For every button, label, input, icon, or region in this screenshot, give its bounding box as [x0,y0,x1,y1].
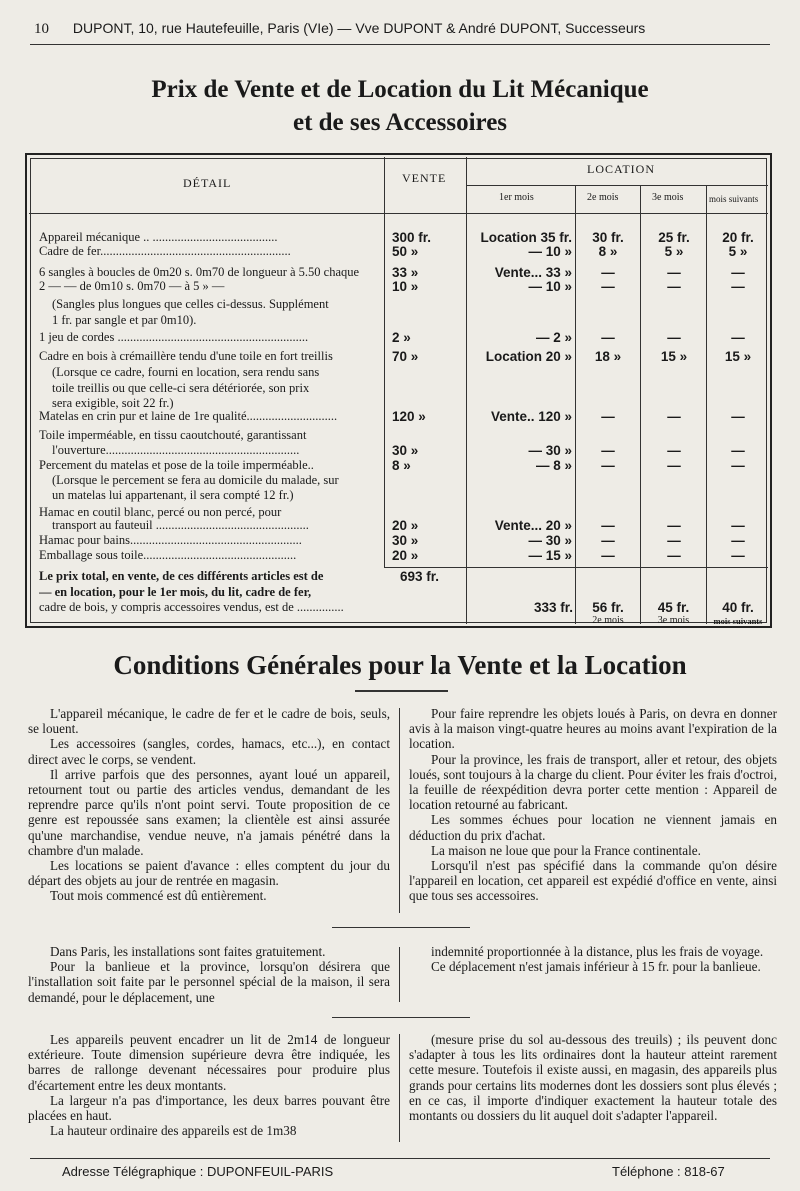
paragraph: Tout mois commencé est dû entièrement. [50,888,267,904]
table-row-label: Cadre en bois à crémaillère tendu d'une toile en fort treillis [39,349,333,363]
table-row-loc1: Vente.. 120 » [490,409,572,424]
paragraph: Dans Paris, les installations sont faites gratuitement. [50,944,326,959]
table-row-vente: 30 » [392,533,419,548]
table-row-label: 1 fr. par sangle et par 0m10). [52,313,197,327]
table-vline-vente [384,157,385,567]
col-vente-header: VENTE [402,171,447,185]
table-row-label: Hamac en coutil blanc, percé ou non percé, pour [39,505,282,519]
section3-right-column [409,1032,777,1123]
table-row-loc2: 8 » [598,244,618,259]
col-location-header: LOCATION [587,162,655,176]
header-text: DUPONT, 10, rue Hautefeuille, Paris (VIe) — Vve DUPONT & André DUPONT, Successeurs [72,20,646,36]
table-vline-loc4 [706,185,707,624]
table-row-loc2: — [601,458,615,473]
paragraph: Il arrive parfois que des personnes, ayant loué un appareil, retournent tout ou partie des articles vendus, demandant de les reprendre parce qu'ils n'ont point servi. Toute proposition de ce genre est repoussée sans examen; la clientèle est ainsi assurée qu'une marchandise, vendue neuve, n'a jamais pénétré dans la chambre d'un malade. [28,766,390,858]
section2-right-column [409,944,777,974]
table-row-loc4: — [731,518,745,533]
paragraph: Pour la banlieue et la province, lorsqu'on désirera que l'installation soit faite par le personnel spécial de la maison, il sera demandé, pour le déplacement, une [28,959,390,1005]
total-sub-3: 3e mois [657,615,690,626]
table-vline-loc3 [640,185,641,624]
paragraph: Les accessoires (sangles, cordes, hamacs, etc...), en contact direct avec le corps, se vendent. [28,736,390,767]
table-row-loc3: — [667,548,681,563]
table-row-label: (Lorsque ce cadre, fourni en location, sera rendu sans [52,365,320,379]
table-row-loc2: — [601,533,615,548]
table-row-vente: 10 » [392,279,419,294]
table-row-loc4: 15 » [724,349,752,364]
table-row-label: Toile imperméable, en tissu caoutchouté, garantissant [39,428,307,442]
table-row-loc3: 25 fr. [658,230,690,245]
table-row-vente: 8 » [392,458,411,473]
header-rule [30,44,770,45]
table-hline-location [466,185,768,186]
page-header [34,20,774,38]
paragraph: La largeur n'a pas d'importance, les deux barres pouvant être placées en haut. [28,1092,390,1124]
table-row-loc4: — [731,279,745,294]
table-row-loc3: — [667,330,681,345]
table-row-loc4: — [731,443,745,458]
table-row-loc2: — [601,279,615,294]
col-loc4-header: mois suivants [709,194,759,204]
col-loc1-header: 1er mois [499,192,534,203]
table-row-loc2: 18 » [594,349,622,364]
table-row-label: Hamac pour bains....................................................... [39,533,302,547]
table-row-loc2: — [601,443,615,458]
table-row-label: Matelas en crin pur et laine de 1re qualité............................. [39,409,338,423]
total-loc-3: 45 fr. [657,600,690,615]
section2-column-separator [399,947,400,1002]
conditions-underline [355,690,448,692]
table-row-vente: 33 » [392,265,419,280]
table-row-vente: 20 » [392,548,419,563]
table-row-loc2: — [601,409,615,424]
footer-rule [30,1158,770,1159]
table-row-loc1: — 10 » [528,279,572,294]
table-row-label: 2 — — de 0m10 s. 0m70 — à 5 » — [39,279,225,293]
table-row-loc2: 30 fr. [592,230,624,245]
paragraph: (mesure prise du sol au-dessous des treuils) ; ils peuvent donc s'adapter à tous les lits ordinaires dont la hauteur atteint rarement cette mesure. Toutefois il existe aussi, en magasin, des appareils plus grands pour certains lits modernes dont les dossiers sont plus élevés ; en ce cas, il importe d'indiquer exactement la hauteur totale des montants ou dossiers du lit auquel doit s'adapter l'appareil. [409,1032,777,1124]
paragraph: Les sommes échues pour location ne viennent jamais en déduction du prix d'achat. [409,812,777,843]
table-row-loc4: — [731,533,745,548]
table-row-label: un matelas lui appartenant, il sera compté 12 fr.) [52,488,294,502]
table-row-label: 6 sangles à boucles de 0m20 s. 0m70 de longueur à 5.50 chaque [39,265,360,279]
table-row-loc1: Vente... 33 » [494,265,572,280]
total-loc-line1: — en location, pour le 1er mois, du lit, cadre de fer, [39,585,312,599]
table-hline-header [29,213,768,214]
table-row-loc4: 20 fr. [722,230,754,245]
table-row-vente: 30 » [392,443,419,458]
table-row-loc2: — [601,265,615,280]
conditions-title: Conditions Générales pour la Vente et la Location [113,650,687,680]
table-row-loc1: — 15 » [528,548,572,563]
section2-divider [332,1017,470,1018]
table-row-loc4: — [731,330,745,345]
paragraph: indemnité proportionnée à la distance, plus les frais de voyage. [431,944,764,959]
paragraph: L'appareil mécanique, le cadre de fer et le cadre de bois, seuls, se louent. [28,706,390,737]
table-row-loc3: 15 » [660,349,688,364]
table-row-label: toile treillis ou que celle-ci sera détériorée, son prix [52,381,310,395]
table-row-label: Cadre de fer............................................................. [39,244,291,258]
table-row-loc4: — [731,409,745,424]
section3-left-column [28,1032,390,1138]
table-row-loc1: — 10 » [528,244,572,259]
table-row-loc4: — [731,458,745,473]
table-row-loc3: — [667,518,681,533]
table-hline-total [384,567,768,568]
total-vente-label: Le prix total, en vente, de ces différents articles est de [39,569,324,583]
total-sub-4: mois suivants [713,616,763,626]
table-row-loc3: — [667,409,681,424]
table-row-loc1: — 30 » [528,443,572,458]
table-row-loc1: — 2 » [535,330,572,345]
table-row-vente: 2 » [392,330,411,345]
table-row-label: (Lorsque le percement se fera au domicile du malade, sur [52,473,339,487]
page-number: 10 [34,21,49,37]
paragraph: La maison ne loue que pour la France continentale. [431,842,701,858]
table-row-label: 1 jeu de cordes ............................................................. [39,330,309,344]
total-loc-line2: cadre de bois, y compris accessoires vendus, est de ............... [39,600,344,614]
table-row-vente: 120 » [392,409,426,424]
table-row-label: Emballage sous toile................................................. [39,548,297,562]
table-row-loc3: — [667,279,681,294]
col-loc3-header: 3e mois [652,192,684,203]
page-title-line2: et de ses Accessoires [292,109,508,136]
table-row-loc3: 5 » [664,244,684,259]
paragraph: Ce déplacement n'est jamais inférieur à 15 fr. pour la banlieue. [431,959,761,975]
table-row-vente: 50 » [392,244,419,259]
table-row-loc3: — [667,443,681,458]
section1-right-column [409,706,777,904]
total-loc-1: 333 fr. [533,600,573,615]
table-row-vente: 20 » [392,518,419,533]
total-vente-value: 693 fr. [400,569,440,584]
section1-divider [332,927,470,928]
table-row-loc1: Location 35 fr. [480,230,572,245]
col-loc2-header: 2e mois [587,192,619,203]
footer-telegraph: Adresse Télégraphique : DUPONFEUIL-PARIS [62,1164,334,1179]
table-row-loc3: — [667,533,681,548]
paragraph: Pour faire reprendre les objets loués à Paris, on devra en donner avis à la maison vingt-quatre heures au moins avant l'expiration de la location. [409,706,777,752]
table-vline-loc1 [466,157,467,624]
paragraph: Pour la province, les frais de transport, aller et retour, des objets loués, sont toujours à la charge du client. Pour éviter les frais d'octroi, la feuille de réexpédition devra porter cette mention : Appareil de location retourné au fabricant. [409,751,777,813]
table-row-loc2: — [601,548,615,563]
table-row-loc1: — 8 » [535,458,572,473]
table-row-loc1: Vente... 20 » [494,518,572,533]
paragraph: Lorsqu'il n'est pas spécifié dans la commande qu'on désire l'appareil en location, cet appareil est expédié d'office en vente, ainsi que tous ses accessoires. [409,858,777,904]
total-sub-2: 2e mois [592,615,624,626]
table-row-label: sera exigible, soit 22 fr.) [52,396,174,410]
page-title-line1: Prix de Vente et de Location du Lit Mécanique [151,76,649,103]
table-row-loc1: — 30 » [528,533,572,548]
table-row-loc4: 5 » [728,244,748,259]
section3-column-separator [399,1034,400,1142]
table-row-label: (Sangles plus longues que celles ci-dessus. Supplément [52,297,329,311]
table-row-loc2: — [601,518,615,533]
total-loc-2: 56 fr. [592,600,624,615]
table-row-label: transport au fauteuil ................................................. [52,518,309,532]
table-row-loc1: Location 20 » [485,349,572,364]
table-row-loc4: — [731,548,745,563]
footer-telephone: Téléphone : 818-67 [612,1164,725,1179]
section2-left-column [28,944,390,1005]
table-row-vente: 70 » [392,349,419,364]
table-row-loc4: — [731,265,745,280]
table-row-loc3: — [667,265,681,280]
total-loc-4: 40 fr. [722,600,754,615]
table-row-vente: 300 fr. [392,230,432,245]
paragraph: Les appareils peuvent encadrer un lit de 2m14 de longueur extérieure. Toute dimension supérieure devra être indiquée, les barres de rallonge devenant nécessaires pour produire plus d'écartement entre les deux montants. [28,1032,390,1093]
section1-left-column [28,706,390,904]
table-row-label: Percement du matelas et pose de la toile imperméable.. [39,458,314,472]
paragraph: Les locations se paient d'avance : elles comptent du jour du départ des objets au jour de rentrée en magasin. [28,858,390,889]
table-vline-loc2 [575,185,576,624]
table-row-loc2: — [601,330,615,345]
table-row-label: l'ouverture.............................................................. [52,443,300,457]
section1-column-separator [399,708,400,913]
table-row-loc3: — [667,458,681,473]
paragraph: La hauteur ordinaire des appareils est de 1m38 [50,1123,297,1139]
col-detail-header: DÉTAIL [183,176,232,190]
table-row-label: Appareil mécanique .. ........................................ [39,230,278,244]
